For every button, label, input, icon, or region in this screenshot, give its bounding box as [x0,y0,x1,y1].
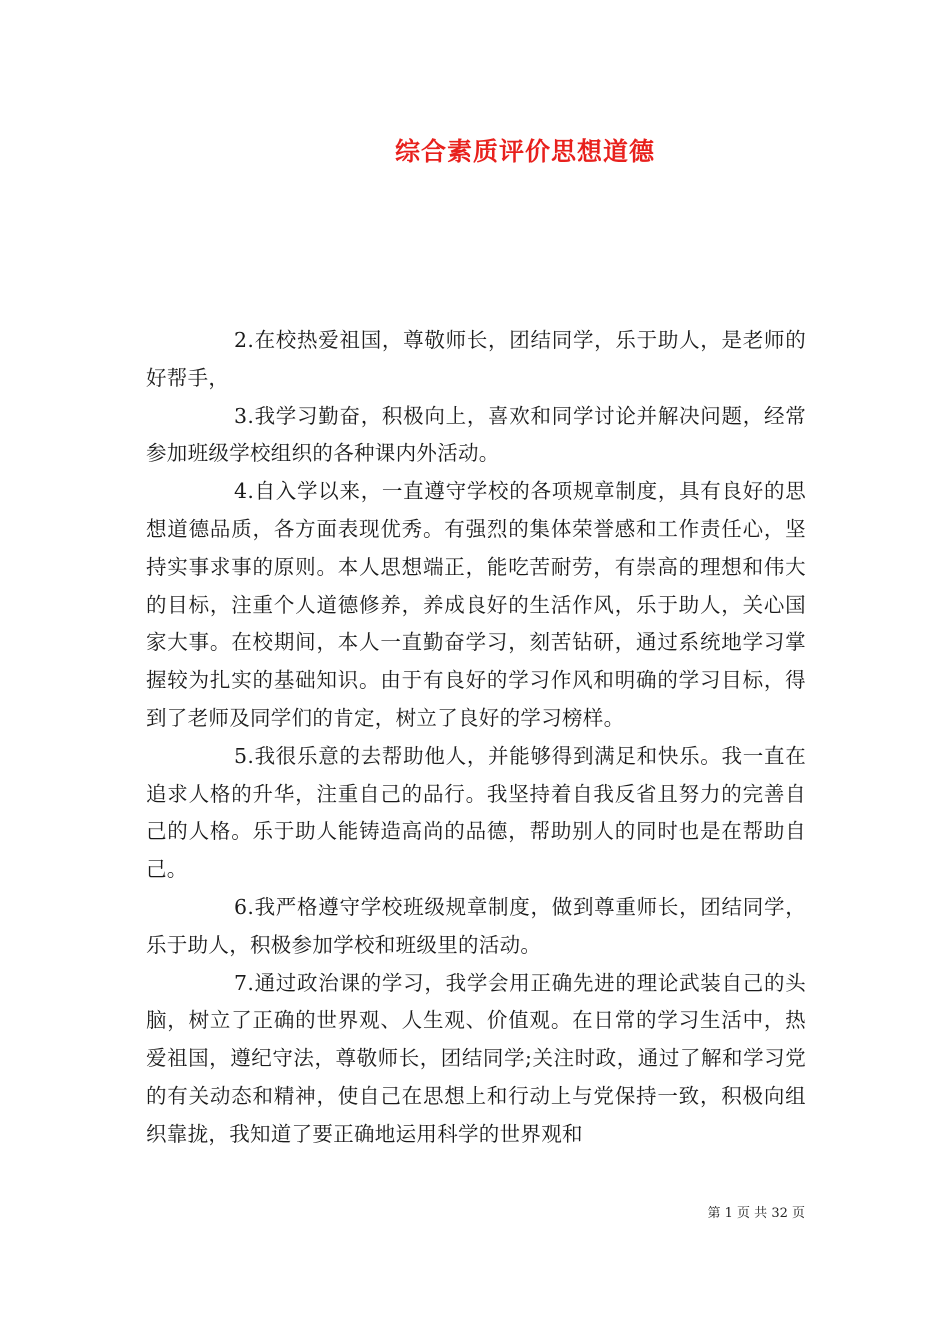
paragraph-5: 5.我很乐意的去帮助他人，并能够得到满足和快乐。我一直在追求人格的升华，注重自己的品行。我坚持着自我反省且努力的完善自己的人格。乐于助人能铸造高尚的品德，帮助别人的同时也是在帮助自己。 [146,743,806,882]
paragraph-2: 2.在校热爱祖国，尊敬师长，团结同学，乐于助人，是老师的好帮手， [146,328,806,390]
page-number-footer: 第 1 页 共 32 页 [707,1206,805,1221]
paragraph-6: 6.我严格遵守学校班级规章制度，做到尊重师长，团结同学，乐于助人，积极参加学校和班级里的活动。 [146,894,806,957]
paragraph-4: 4.自入学以来，一直遵守学校的各项规章制度，具有良好的思想道德品质，各方面表现优秀。有强烈的集体荣誉感和工作责任心，坚持实事求事的原则。本人思想端正，能吃苦耐劳，有崇高的理想和伟大的目标，注重个人道德修养，养成良好的生活作风，乐于助人，关心国家大事。在校期间，本人一直勤奋学习，刻苦钻研，通过系统地学习掌握较为扎实的基础知识。由于有良好的学习作风和明确的学习目标，得到了老师及同学们的肯定，树立了良好的学习榜样。 [146,479,806,730]
paragraph-3: 3.我学习勤奋，积极向上，喜欢和同学讨论并解决问题，经常参加班级学校组织的各种课内外活动。 [146,403,806,466]
document-body [146,322,806,1154]
page-title: 综合素质评价思想道德 [394,137,655,166]
paragraph-7: 7.通过政治课的学习，我学会用正确先进的理论武装自己的头脑，树立了正确的世界观、人生观、价值观。在日常的学习生活中，热爱祖国，遵纪守法，尊敬师长，团结同学;关注时政，通过了解和学习党的有关动态和精神，使自己在思想上和行动上与党保持一致，积极向组织靠拢，我知道了要正确地运用科学的世界观和 [146,970,806,1146]
